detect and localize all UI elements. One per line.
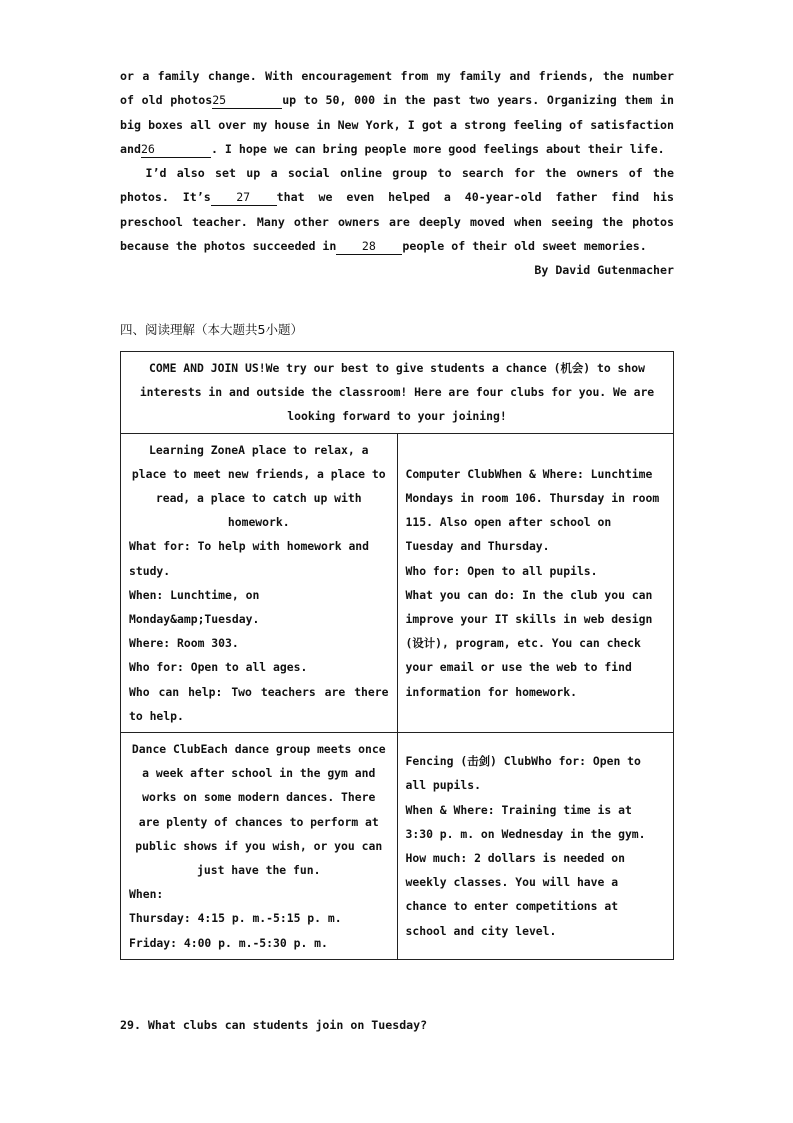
clubs-table [120,351,674,960]
dance-club-friday: Friday: 4:00 p. m.-5:30 p. m. [129,935,328,950]
table-row [121,733,674,960]
computer-club-what-you-can-do: What you can do: In the club you can improve your IT skills in web design (设计), program, etc. You can check your email or use the web to find information for homework. [405,587,653,699]
learning-zone-where: Where: Room 303. [129,636,239,651]
passage-text: . I hope we can bring people more good feelings about their life. [210,141,665,156]
table-row [121,352,674,434]
blank-26: 26 [141,142,211,158]
dance-club-cell [121,733,398,960]
dance-club-when-label: When: [129,887,164,902]
byline: By David Gutenmacher [534,263,674,278]
passage-text: up to 50, 000 in the past two years. Organizing them in big boxes all over my house in New York, I got a strong feeling of satisfaction and [120,93,674,156]
blank-28: 28 [336,239,402,255]
learning-zone-who-for: Who for: Open to all ages. [129,660,308,675]
passage-paragraph-1 [120,64,674,161]
passage-text: or a family change. With encouragement from my family and friends, the number of old photos [120,69,674,108]
learning-zone-when: When: Lunchtime, on Monday&amp;Tuesday. [129,587,260,627]
blank-27: 27 [211,190,277,206]
passage-text: people of their old sweet memories. [402,239,647,254]
passage-paragraph-2 [120,161,674,258]
fencing-club-how-much: How much: 2 dollars is needed on weekly classes. You will have a chance to enter competitions at school and city level. [405,850,625,938]
passage-text: that we even helped a 40-year-old father find his preschool teacher. Many other owners are deeply moved when seeing the photos because the photos succeeded in [120,190,674,254]
computer-club-when-where: Computer ClubWhen & Where: Lunchtime Mondays in room 106. Thursday in room 115. Also open after school on Tuesday and Thursday. [405,466,660,554]
section-heading: 四、阅读理解（本大题共5小题） [120,322,303,337]
passage-text: I’d also set up a social online group to search for the owners of the photos. It’s [120,166,674,205]
blank-25: 25 [212,93,282,109]
table-row [121,433,674,732]
dance-club-thursday: Thursday: 4:15 p. m.-5:15 p. m. [129,911,342,926]
fencing-club-cell [397,733,674,960]
dance-club-description: Dance ClubEach dance group meets once a week after school in the gym and works on some modern dances. There are plenty of chances to perform at public shows if you wish, or you can just have the fun. [131,742,386,878]
fencing-club-when-where: When & Where: Training time is at 3:30 p. m. on Wednesday in the gym. [405,802,646,841]
learning-zone-what-for: What for: To help with homework and study. [129,539,370,578]
computer-club-who-for: Who for: Open to all pupils. [405,563,598,578]
learning-zone-cell [121,433,398,732]
learning-zone-description: Learning ZoneA place to relax, a place to meet new friends, a place to read, a place to catch up with homework. [131,442,386,530]
computer-club-cell [397,433,674,732]
learning-zone-who-can-help: Who can help: Two teachers are there to help. [129,684,389,723]
passage [120,64,674,283]
question-29: 29. What clubs can students join on Tuesday? [120,1018,428,1032]
intro-cell: COME AND JOIN US!We try our best to give students a chance (机会) to show interests in and outside the classroom! Here are four clubs for you. We are looking forward to your joining! [121,352,674,434]
fencing-club-who-for: Fencing (击剑) ClubWho for: Open to all pupils. [405,754,641,793]
